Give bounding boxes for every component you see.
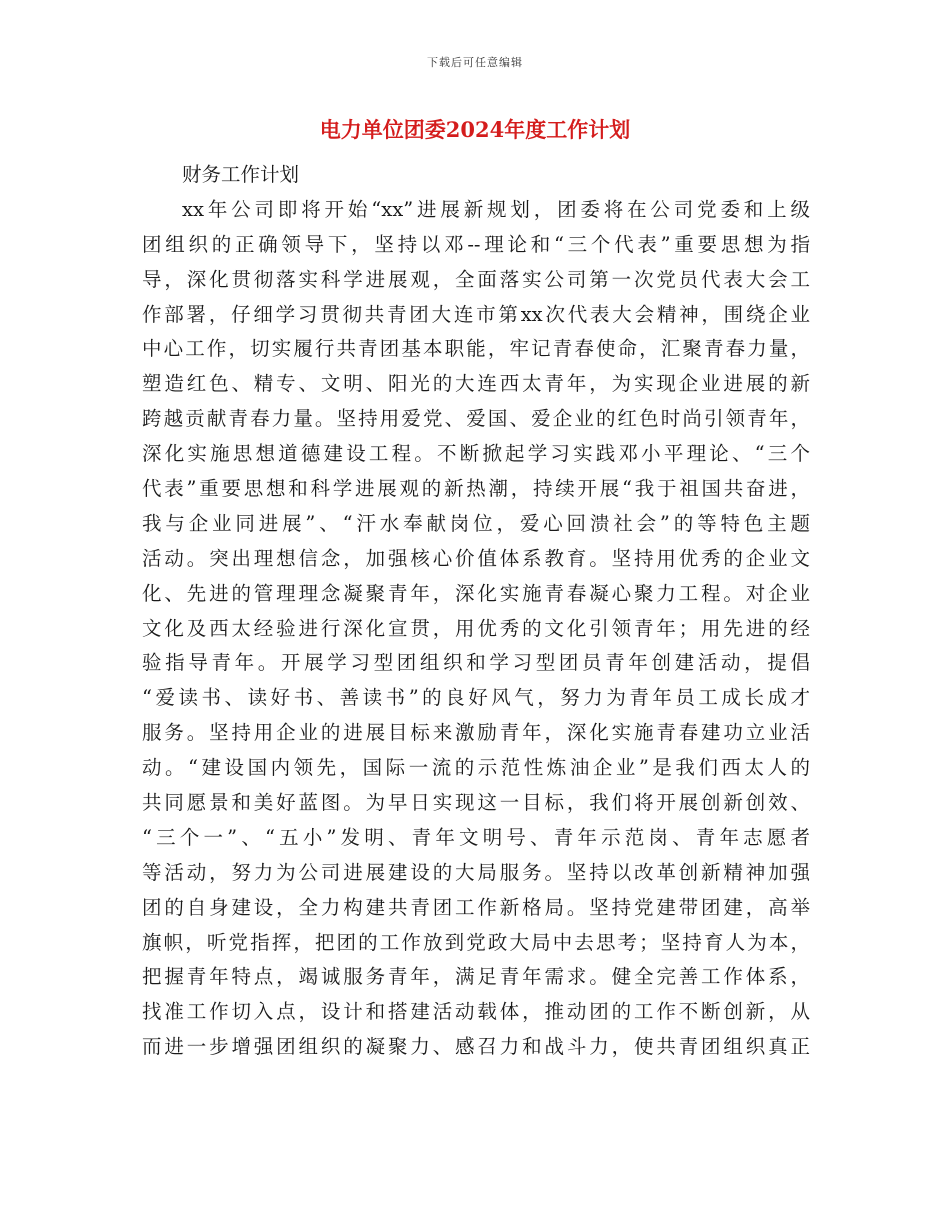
paragraph-line: “三个一”、“五小”发明、青年文明号、青年示范岗、青年志愿者 bbox=[142, 825, 810, 849]
paragraph-line: 等活动，努力为公司进展建设的大局服务。坚持以改革创新精神加强 bbox=[142, 860, 810, 884]
paragraph-line: 跨越贡献青春力量。坚持用爱党、爱国、爱企业的红色时尚引领青年， bbox=[142, 407, 810, 431]
paragraph-line: 旗帜，听党指挥，把团的工作放到党政大局中去思考；坚持育人为本， bbox=[142, 930, 810, 954]
paragraph-line: 深化实施思想道德建设工程。不断掀起学习实践邓小平理论、“三个 bbox=[142, 442, 810, 466]
paragraph-line: 我与企业同进展”、“汗水奉献岗位，爱心回溃社会”的等特色主题 bbox=[142, 511, 810, 535]
paragraph-line: 而进一步增强团组织的凝聚力、感召力和战斗力，使共青团组织真正 bbox=[142, 1035, 810, 1059]
paragraph-line: 活动。突出理想信念，加强核心价值体系教育。坚持用优秀的企业文 bbox=[142, 546, 810, 570]
section-heading: 财务工作计划 bbox=[182, 163, 300, 186]
paragraph-line: 中心工作，切实履行共青团基本职能，牢记青春使命，汇聚青春力量， bbox=[142, 337, 810, 361]
paragraph-line: 团的自身建设，全力构建共青团工作新格局。坚持党建带团建，高举 bbox=[142, 895, 810, 919]
document-title: 电力单位团委2024年度工作计划 bbox=[319, 117, 631, 142]
paragraph-line: 塑造红色、精专、文明、阳光的大连西太青年，为实现企业进展的新 bbox=[142, 372, 810, 396]
paragraph-line: 动。“建设国内领先，国际一流的示范性炼油企业”是我们西太人的 bbox=[142, 756, 810, 780]
paragraph-line: 把握青年特点，竭诚服务青年，满足青年需求。健全完善工作体系， bbox=[142, 965, 810, 989]
paragraph-line: 文化及西太经验进行深化宣贯，用优秀的文化引领青年；用先进的经 bbox=[142, 616, 810, 640]
paragraph-line: “爱读书、读好书、善读书”的良好风气，努力为青年员工成长成才 bbox=[142, 686, 810, 710]
body-text bbox=[142, 158, 810, 1065]
paragraph-line: 验指导青年。开展学习型团组织和学习型团员青年创建活动，提倡 bbox=[142, 651, 810, 675]
paragraph-line: 服务。坚持用企业的进展目标来激励青年，深化实施青春建功立业活 bbox=[142, 721, 810, 745]
paragraph-line: 导，深化贯彻落实科学进展观，全面落实公司第一次党员代表大会工 bbox=[142, 267, 810, 291]
paragraph-line: 找准工作切入点，设计和搭建活动载体，推动团的工作不断创新，从 bbox=[142, 1000, 810, 1024]
paragraph-line: 作部署，仔细学习贯彻共青团大连市第xx次代表大会精神，围绕企业 bbox=[142, 302, 810, 326]
header-note: 下载后可任意编辑 bbox=[427, 56, 523, 69]
paragraph-line: 化、先进的管理理念凝聚青年，深化实施青春凝心聚力工程。对企业 bbox=[142, 581, 810, 605]
paragraph-line: xx年公司即将开始“xx”进展新规划，团委将在公司党委和上级 bbox=[182, 197, 810, 221]
paragraph-line: 共同愿景和美好蓝图。为早日实现这一目标，我们将开展创新创效、 bbox=[142, 791, 810, 815]
paragraph-line: 代表”重要思想和科学进展观的新热潮，持续开展“我于祖国共奋进， bbox=[142, 477, 810, 501]
paragraph-line: 团组织的正确领导下，坚持以邓--理论和“三个代表”重要思想为指 bbox=[142, 232, 810, 256]
